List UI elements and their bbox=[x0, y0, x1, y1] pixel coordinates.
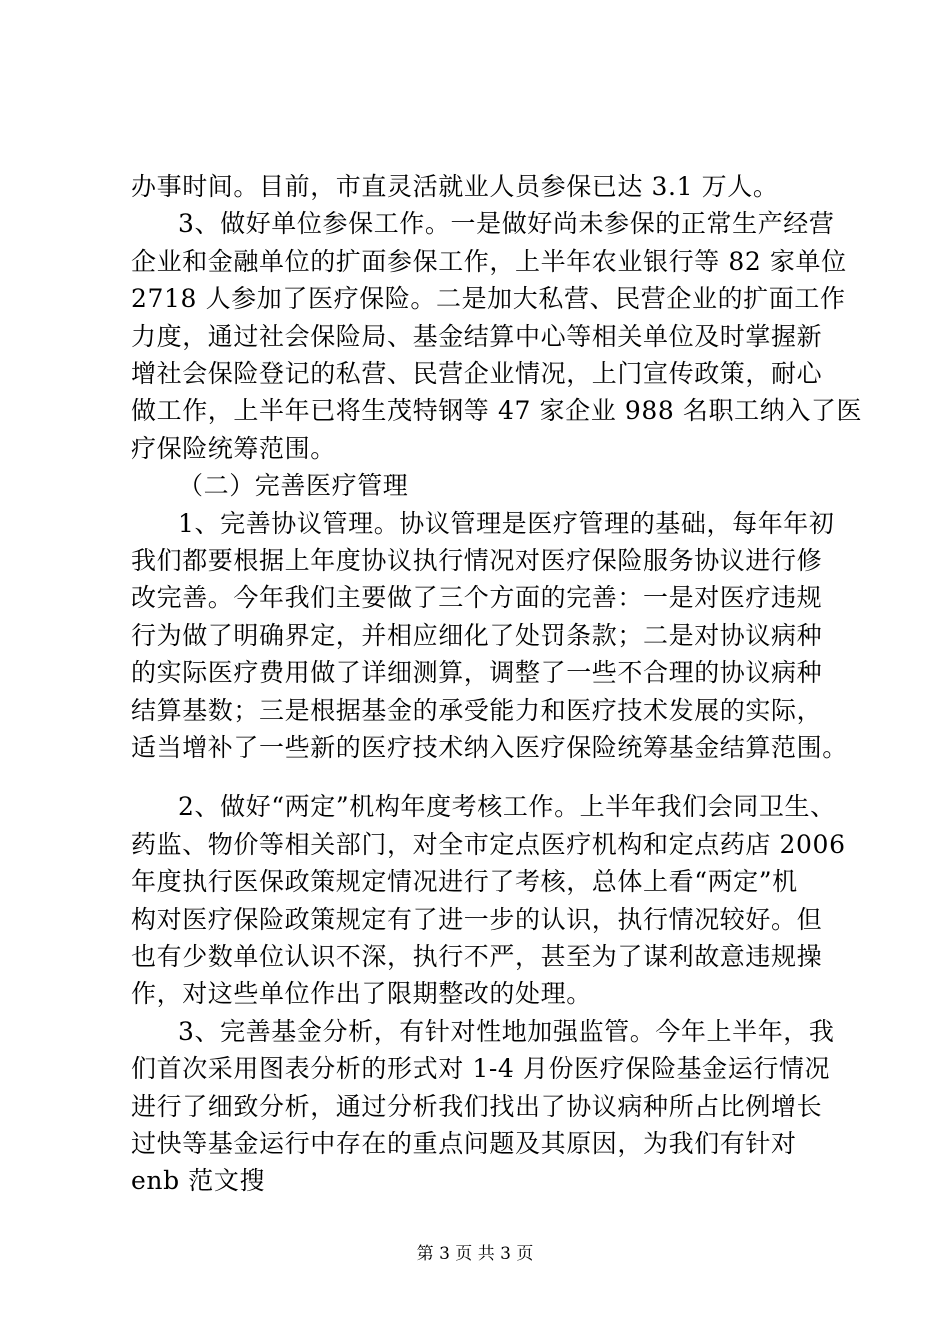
paragraph-line: 3、完善基金分析，有针对性地加强监管。今年上半年，我 bbox=[178, 1017, 835, 1046]
paragraph-line: 适当增补了一些新的医疗技术纳入医疗保险统筹基金结算范围。 bbox=[131, 733, 848, 762]
paragraph-line: 增社会保险登记的私营、民营企业情况，上门宣传政策，耐心 bbox=[131, 359, 823, 388]
paragraph-line: 年度执行医保政策规定情况进行了考核，总体上看“两定”机 bbox=[131, 867, 798, 896]
paragraph-line: 过快等基金运行中存在的重点问题及其原因，为我们有针对 bbox=[131, 1129, 797, 1158]
paragraph-line: 3、做好单位参保工作。一是做好尚未参保的正常生产经营 bbox=[178, 209, 835, 238]
paragraph-line: 的实际医疗费用做了详细测算，调整了一些不合理的协议病种 bbox=[131, 658, 823, 687]
paragraph-line: 疗保险统筹范围。 bbox=[131, 434, 336, 463]
page-footer: 第 3 页 共 3 页 bbox=[416, 1244, 534, 1264]
paragraph-line: 企业和金融单位的扩面参保工作，上半年农业银行等 82 家单位 bbox=[131, 247, 847, 276]
paragraph-line: enb 范文搜 bbox=[131, 1166, 266, 1195]
paragraph-line: 们首次采用图表分析的形式对 1-4 月份医疗保险基金运行情况 bbox=[131, 1054, 831, 1083]
paragraph-line: 行为做了明确界定，并相应细化了处罚条款；二是对协议病种 bbox=[131, 621, 823, 650]
paragraph-line: 进行了细致分析，通过分析我们找出了协议病种所占比例增长 bbox=[131, 1092, 823, 1121]
paragraph-line: 我们都要根据上年度协议执行情况对医疗保险服务协议进行修 bbox=[131, 546, 823, 575]
paragraph-line: 2718 人参加了医疗保险。二是加大私营、民营企业的扩面工作 bbox=[131, 284, 846, 313]
paragraph-line: 1、完善协议管理。协议管理是医疗管理的基础，每年年初 bbox=[178, 509, 835, 538]
paragraph-line: 办事时间。目前，市直灵活就业人员参保已达 3.1 万人。 bbox=[131, 172, 779, 201]
paragraph-line: 2、做好“两定”机构年度考核工作。上半年我们会同卫生、 bbox=[178, 792, 836, 821]
paragraph-line: 做工作，上半年已将生茂特钢等 47 家企业 988 名职工纳入了医 bbox=[131, 396, 863, 425]
section-heading: （二）完善医疗管理 bbox=[178, 471, 409, 500]
paragraph-line: 力度，通过社会保险局、基金结算中心等相关单位及时掌握新 bbox=[131, 322, 823, 351]
paragraph-line: 也有少数单位认识不深，执行不严，甚至为了谋利故意违规操 bbox=[131, 942, 823, 971]
paragraph-line: 药监、物价等相关部门，对全市定点医疗机构和定点药店 2006 bbox=[131, 830, 846, 859]
paragraph-line: 作，对这些单位作出了限期整改的处理。 bbox=[131, 979, 592, 1008]
paragraph-line: 构对医疗保险政策规定有了进一步的认识，执行情况较好。但 bbox=[131, 905, 823, 934]
paragraph-line: 结算基数；三是根据基金的承受能力和医疗技术发展的实际， bbox=[131, 696, 823, 725]
paragraph-line: 改完善。今年我们主要做了三个方面的完善：一是对医疗违规 bbox=[131, 583, 823, 612]
